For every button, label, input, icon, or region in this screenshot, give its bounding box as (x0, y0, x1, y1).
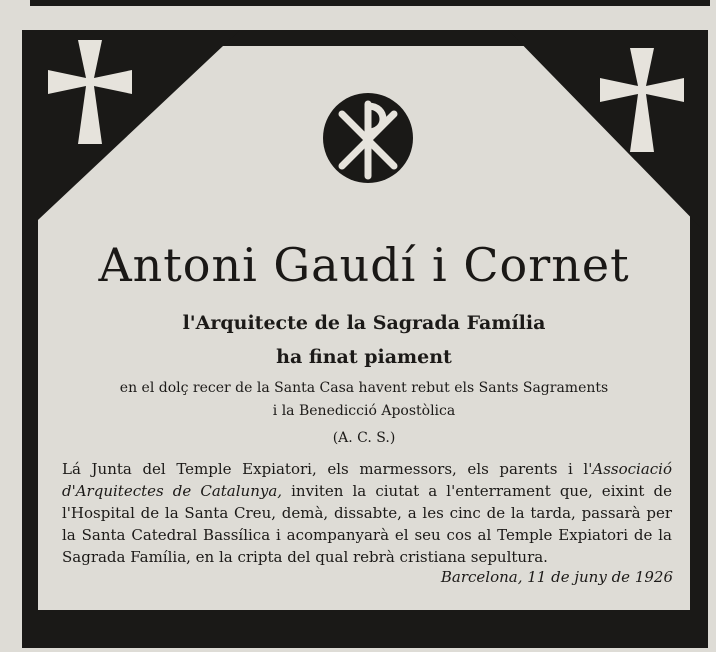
role-line: l'Arquitecte de la Sagrada Família (182, 312, 546, 334)
invitation-paragraph (62, 458, 672, 568)
cross-pattee-icon (586, 44, 698, 156)
top-rule (30, 0, 710, 6)
paragraph-part-3: inviten la ciutat a l'enterrament que, eixint de l'Hospital de la Santa Creu, demà, dissabte, a les cinc de la tarda, passarà per la Santa Catedral Bassílica i acompanyarà el seu cos al Temple Expiatori de la Sagrada Família, en la cripta del qual rebrà cristiana sepultura. (62, 482, 672, 566)
passed-line: ha finat piament (276, 346, 452, 368)
detail-line-2: i la Benedicció Apostòlica (272, 403, 456, 419)
detail-line-1: en el dolç recer de la Santa Casa havent rebut els Sants Sagraments (119, 380, 609, 396)
chi-rho-icon (322, 92, 414, 184)
cross-pattee-icon (34, 36, 146, 148)
frame-bottom-border (22, 610, 708, 648)
paragraph-part-1: Lá Junta del Temple Expiatori, els marmessors, els parents i l' (62, 460, 593, 478)
dateline: Barcelona, 11 de juny de 1926 (440, 568, 673, 586)
deceased-name: Antoni Gaudí i Cornet (98, 238, 630, 292)
acs-line: (A. C. S.) (332, 430, 396, 446)
paragraph-association-name: Associació d'Arquitectes de Catalunya, (62, 460, 672, 500)
